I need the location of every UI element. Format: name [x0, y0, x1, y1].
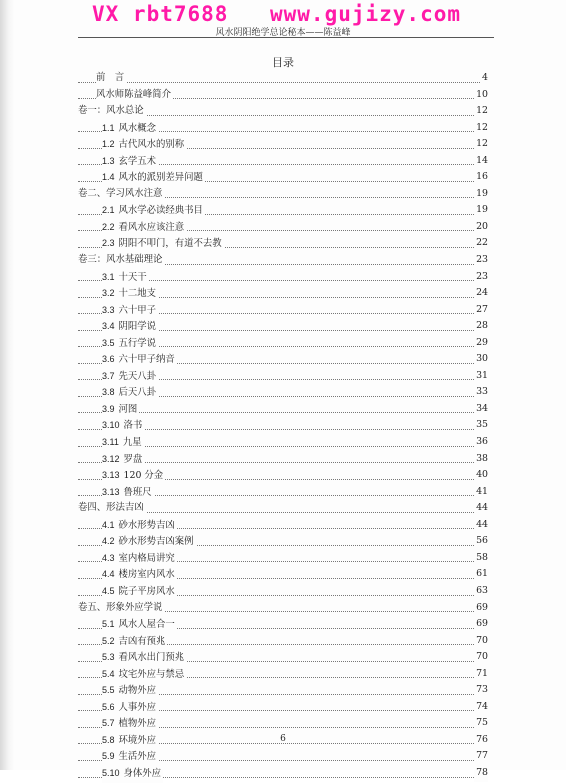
toc-entry-label	[102, 467, 165, 485]
toc-entry-number: 5.4	[102, 668, 115, 679]
toc-entry-page: 70	[474, 649, 488, 666]
toc-entry-number: 5.9	[102, 751, 115, 762]
toc-entry-page: 4	[480, 70, 488, 87]
toc-entry-label	[102, 533, 196, 551]
toc-entry-page: 56	[474, 533, 488, 550]
toc-entry-title: 十二地支	[118, 288, 157, 300]
toc-entry	[78, 401, 488, 418]
toc-entry-label	[102, 633, 167, 651]
toc-entry-page: 74	[474, 699, 488, 716]
toc-entry	[78, 550, 488, 567]
toc-entry-title: 看风水应该注意	[118, 221, 185, 233]
toc-entry-title: 罗盘	[123, 453, 143, 465]
toc-entry-number: 1.4	[102, 172, 115, 183]
toc-entry-number: 5.8	[102, 734, 115, 745]
toc-entry-title: 坟宅外应与禁忌	[118, 668, 185, 680]
toc-entry-title: 鲁班尺	[123, 486, 152, 498]
toc-entry-number: 2.1	[102, 205, 115, 216]
toc-entry	[78, 120, 488, 137]
toc-entry-number: 3.11	[102, 437, 119, 448]
toc-entry-page: 35	[474, 417, 488, 434]
toc-entry-title: 卷三：风水基础理论	[78, 254, 163, 266]
toc-entry-title: 室内格局讲究	[118, 552, 175, 564]
toc-entry-number: 3.13	[102, 470, 120, 481]
toc-entry-page: 58	[474, 550, 488, 567]
toc-entry-label	[102, 666, 186, 684]
toc-entry-page: 29	[474, 335, 488, 352]
toc-entry	[78, 70, 488, 87]
toc-entry	[78, 566, 488, 583]
toc-entry-title: 卷一：风水总论	[78, 105, 144, 117]
toc-entry	[78, 87, 488, 104]
toc-entry-title: 古代风水的别称	[118, 139, 185, 151]
toc-entry-number: 3.13	[102, 486, 120, 497]
toc-entry-number: 1.1	[102, 122, 115, 133]
toc-entry	[78, 417, 488, 434]
toc-entry	[78, 302, 488, 319]
toc-entry-page: 27	[474, 302, 488, 319]
toc-entry-title: 玄学五术	[118, 155, 157, 167]
toc-entry-title: 后天八卦	[118, 387, 157, 399]
toc-entry-label	[96, 70, 126, 87]
toc-entry-label	[78, 600, 164, 617]
toc-entry	[78, 666, 488, 683]
toc-entry	[78, 600, 488, 617]
toc-entry-page: 71	[474, 666, 488, 683]
toc-entry	[78, 451, 488, 468]
toc-entry-page: 19	[474, 202, 488, 219]
toc-entry-page: 12	[474, 136, 488, 153]
toc-entry	[78, 748, 488, 765]
toc-entry-label	[102, 699, 158, 717]
toc-entry-page: 12	[474, 103, 488, 120]
toc-entry-label	[102, 550, 177, 568]
toc-entry-page: 77	[474, 748, 488, 765]
page-gutter-shadow	[0, 0, 14, 770]
toc-entry	[78, 351, 488, 368]
toc-entry-title: 卷二、学习风水注意	[78, 187, 163, 199]
toc-entry	[78, 252, 488, 269]
toc-entry-page: 44	[474, 517, 488, 534]
toc-entry-title: 身体外应	[123, 767, 162, 779]
toc-entry-title: 风水师陈益峰简介	[96, 88, 172, 100]
toc-entry-number: 3.10	[102, 420, 120, 431]
toc-entry	[78, 235, 488, 252]
toc-entry-number: 3.12	[102, 453, 120, 464]
toc-entry-title: 生活外应	[118, 751, 157, 763]
toc-entry-title: 砂水形势吉凶案例	[118, 536, 194, 548]
toc-entry-label	[102, 484, 154, 502]
toc-entry-title: 卷五、形象外应学说	[78, 601, 163, 613]
toc-entry-number: 3.2	[102, 288, 115, 299]
toc-entry-label	[102, 417, 144, 435]
toc-entry-page: 75	[474, 715, 488, 732]
watermark-contact: VX rbt7688	[92, 2, 229, 26]
toc-entry-number: 3.6	[102, 354, 115, 365]
toc-entry	[78, 682, 488, 699]
toc-entry-page: 28	[474, 318, 488, 335]
toc-entry-label	[102, 649, 186, 667]
toc-entry-page: 10	[474, 87, 488, 104]
toc-entry-page: 31	[474, 368, 488, 385]
toc-entry	[78, 517, 488, 534]
toc-entry-label	[102, 219, 186, 237]
toc-entry-number: 5.10	[102, 767, 120, 778]
toc-entry	[78, 136, 488, 153]
toc-entry-title: 楼房室内风水	[118, 569, 175, 581]
toc-entry-page: 30	[474, 351, 488, 368]
toc-entry-page: 41	[474, 484, 488, 501]
toc-entry-page: 63	[474, 583, 488, 600]
toc-entry	[78, 269, 488, 286]
toc-entry-page: 23	[474, 269, 488, 286]
toc-entry-title: 风水人屋合一	[118, 619, 175, 631]
toc-entry-label	[102, 434, 144, 452]
toc-entry	[78, 169, 488, 186]
toc-entry	[78, 715, 488, 732]
toc-entry-number: 3.1	[102, 271, 115, 282]
toc-entry-label	[102, 732, 158, 750]
toc-entry-number: 3.9	[102, 403, 115, 414]
toc-entry-page: 69	[474, 616, 488, 633]
toc-entry-title: 植物外应	[118, 718, 157, 730]
toc-entry-title: 院子平房风水	[118, 585, 175, 597]
toc-entry-page: 73	[474, 682, 488, 699]
toc-entry	[78, 318, 488, 335]
toc-entry-title: 先天八卦	[118, 370, 157, 382]
toc-entry-number: 5.6	[102, 701, 115, 712]
toc-entry-page: 20	[474, 219, 488, 236]
toc-entry-number: 3.3	[102, 304, 115, 315]
toc-entry-label	[102, 616, 177, 634]
toc-entry-label	[102, 202, 205, 220]
toc-entry-number: 5.2	[102, 635, 115, 646]
toc-entry-title: 风水学必读经典书目	[118, 205, 203, 217]
toc-entry-page: 19	[474, 186, 488, 203]
toc-entry-label	[102, 384, 158, 402]
toc-entry-label	[78, 186, 164, 203]
toc-entry-page: 40	[474, 467, 488, 484]
toc-entry-label	[78, 103, 146, 120]
toc-entry-number: 4.5	[102, 585, 115, 596]
toc-entry	[78, 467, 488, 484]
toc-entry	[78, 186, 488, 203]
toc-entry-page: 76	[474, 732, 488, 749]
toc-entry-title: 环境外应	[118, 734, 157, 746]
toc-entry-title: 动物外应	[118, 685, 157, 697]
toc-entry-label	[102, 583, 177, 601]
toc-entry-number: 2.2	[102, 221, 115, 232]
toc-entry	[78, 434, 488, 451]
toc-entry-page: 69	[474, 600, 488, 617]
toc-entry-number: 2.3	[102, 238, 115, 249]
toc-title: 目录	[272, 56, 294, 69]
toc-entry-label	[102, 765, 163, 783]
toc-entry-page: 22	[474, 235, 488, 252]
toc-entry-title: 河图	[118, 403, 138, 415]
toc-entry	[78, 202, 488, 219]
toc-entry	[78, 583, 488, 600]
page-number: 6	[280, 734, 286, 744]
toc-entry-number: 4.3	[102, 552, 115, 563]
toc-entry-page: 33	[474, 384, 488, 401]
toc-entry-label	[102, 269, 149, 287]
toc-entry-title: 阴阳不叩门，有道不去教	[118, 238, 222, 250]
toc-entry-title: 六十甲子	[118, 304, 157, 316]
toc-entry-page: 14	[474, 153, 488, 170]
toc-entry	[78, 533, 488, 550]
toc-entry	[78, 384, 488, 401]
toc-entry	[78, 335, 488, 352]
toc-entry-number: 3.5	[102, 337, 115, 348]
toc-entry-label	[102, 517, 177, 535]
toc-entry-title: 风水概念	[118, 122, 157, 134]
toc-entry-page: 38	[474, 451, 488, 468]
toc-entry-number: 5.5	[102, 685, 115, 696]
toc-entry-label	[96, 87, 173, 104]
toc-entry-number: 3.7	[102, 370, 115, 381]
dot-leader	[78, 412, 488, 413]
toc-entry-number: 3.8	[102, 387, 115, 398]
toc-entry-page: 70	[474, 633, 488, 650]
toc-entry	[78, 500, 488, 517]
toc-entry-number: 5.1	[102, 619, 115, 630]
toc-entry-page: 24	[474, 285, 488, 302]
toc-entry-page: 61	[474, 566, 488, 583]
toc-entry-page: 23	[474, 252, 488, 269]
toc-entry	[78, 153, 488, 170]
toc-entry	[78, 285, 488, 302]
header-rule	[78, 37, 494, 38]
toc-entry-label	[102, 682, 158, 700]
toc-entry	[78, 765, 488, 782]
toc-entry-label	[102, 335, 158, 353]
toc-entry-page: 44	[474, 500, 488, 517]
toc-entry-number: 4.1	[102, 519, 115, 530]
toc-entry-title: 120 分金	[123, 470, 164, 482]
toc-entry-title: 阴阳学说	[118, 321, 157, 333]
toc-entry-label	[102, 318, 158, 336]
toc-entry-title: 看风水出门预兆	[118, 652, 185, 664]
toc-entry-label	[102, 368, 158, 386]
toc-entry-page: 36	[474, 434, 488, 451]
dot-leader	[78, 82, 488, 83]
toc-entry-title: 九星	[122, 437, 142, 449]
toc-entry-page: 78	[474, 765, 488, 782]
toc-entry-number: 5.3	[102, 652, 115, 663]
toc-entry	[78, 219, 488, 236]
toc-entry	[78, 103, 488, 120]
toc-entry	[78, 649, 488, 666]
toc-entry	[78, 633, 488, 650]
toc-entry-page: 34	[474, 401, 488, 418]
table-of-contents	[78, 70, 488, 782]
toc-entry-number: 4.2	[102, 536, 115, 547]
toc-entry-label	[102, 285, 158, 303]
toc-entry	[78, 699, 488, 716]
toc-entry-title: 卷四、形法吉凶	[78, 502, 144, 514]
running-header: 风水阴阳绝学总论秘本——陈益峰	[215, 28, 351, 38]
toc-entry-number: 4.4	[102, 569, 115, 580]
toc-entry-label	[102, 120, 158, 138]
toc-entry-label	[102, 451, 144, 469]
toc-entry	[78, 368, 488, 385]
toc-entry-number: 1.3	[102, 155, 115, 166]
toc-entry-label	[102, 351, 177, 369]
toc-entry-title: 五行学说	[118, 337, 157, 349]
toc-entry-label	[102, 169, 205, 187]
toc-entry-label	[102, 401, 139, 419]
toc-entry-title: 六十甲子纳音	[118, 354, 175, 366]
toc-entry-label	[78, 500, 146, 517]
toc-entry-title: 风水的派别差异问题	[118, 172, 203, 184]
toc-entry-number: 1.2	[102, 139, 115, 150]
toc-entry-page: 16	[474, 169, 488, 186]
toc-entry-label	[102, 153, 158, 171]
toc-entry-label	[102, 715, 158, 733]
toc-entry	[78, 616, 488, 633]
toc-entry-label	[102, 235, 224, 253]
toc-entry-label	[78, 252, 164, 269]
toc-entry-title: 洛书	[123, 420, 143, 432]
toc-entry	[78, 484, 488, 501]
toc-entry-title: 十天干	[118, 271, 147, 283]
watermark-url: www.gujizy.com	[270, 2, 462, 26]
toc-entry-label	[102, 748, 158, 766]
toc-entry-title: 砂水形势吉凶	[118, 519, 175, 531]
toc-entry-title: 吉凶有预兆	[118, 635, 166, 647]
toc-entry-title: 前 言	[96, 72, 125, 83]
toc-entry-number: 3.4	[102, 321, 115, 332]
toc-entry-label	[102, 566, 177, 584]
toc-entry-title: 人事外应	[118, 701, 157, 713]
toc-entry-label	[102, 136, 186, 154]
toc-entry-label	[102, 302, 158, 320]
toc-entry-page: 12	[474, 120, 488, 137]
toc-entry-number: 5.7	[102, 718, 115, 729]
